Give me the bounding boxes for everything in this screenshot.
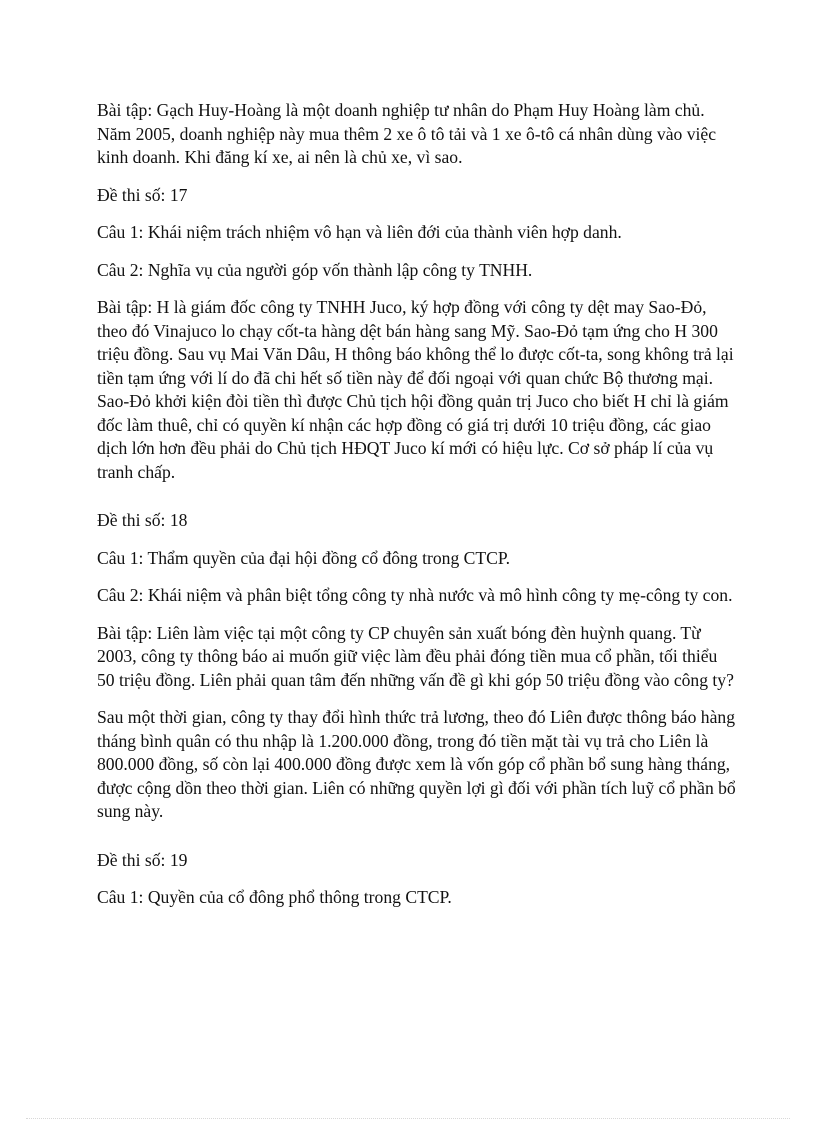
question-paragraph: Câu 1: Thẩm quyền của đại hội đồng cổ đông trong CTCP. <box>97 547 511 568</box>
exercise-paragraph: Bài tập: Liên làm việc tại một công ty CP chuyên sản xuất bóng đèn huỳnh quang. Từ 2003, công ty thông báo ai muốn giữ việc làm đều phải đóng tiền mua cổ phần, tối thiểu 50 triệu đồng. Liên phải quan tâm đến những vấn đề gì khi góp 50 triệu đồng vào công ty? <box>97 622 734 690</box>
question-paragraph: Câu 2: Khái niệm và phân biệt tổng công ty nhà nước và mô hình công ty mẹ-công ty con. <box>97 585 733 605</box>
exam-heading: Đề thi số: 17 <box>97 184 188 205</box>
exercise-paragraph: Sau một thời gian, công ty thay đổi hình thức trả lương, theo đó Liên được thông báo hàng tháng bình quân có thu nhập là 1.200.000 đồng, trong đó tiền mặt tài vụ trả cho Liên là 800.000 đồng, số còn lại 400.000 đồng được xem là vốn góp cổ phần bổ sung hàng tháng, được cộng dồn theo thời gian. Liên có những quyền lợi gì đối với phần tích luỹ cổ phần bổ sung này. <box>97 707 736 821</box>
exam-heading: Đề thi số: 18 <box>97 510 188 530</box>
exercise-paragraph: Bài tập: Gạch Huy-Hoàng là một doanh nghiệp tư nhân do Phạm Huy Hoàng làm chủ. Năm 2005, doanh nghiệp này mua thêm 2 xe ô tô tải và 1 xe ô-tô cá nhân dùng vào việc kinh doanh. Khi đăng kí xe, ai nên là chủ xe, vì sao. <box>97 100 717 167</box>
page-bottom-border <box>26 1118 790 1119</box>
question-paragraph: Câu 1: Khái niệm trách nhiệm vô hạn và liên đới của thành viên hợp danh. <box>97 222 622 242</box>
exam-heading: Đề thi số: 19 <box>97 849 188 870</box>
question-paragraph: Câu 1: Quyền của cổ đông phổ thông trong CTCP. <box>97 887 452 907</box>
exercise-paragraph: Bài tập: H là giám đốc công ty TNHH Juco, ký hợp đồng với công ty dệt may Sao-Đỏ, theo đó Vinajuco lo chạy cốt-ta hàng dệt bán hàng sang Mỹ. Sao-Đỏ tạm ứng cho H 300 triệu đồng. Sau vụ Mai Văn Dâu, H thông báo không thể lo được cốt-ta, song không trả lại tiền tạm ứng với lí do đã chi hết số tiền này để đối ngoại với quan chức Bộ thương mại. Sao-Đỏ khởi kiện đòi tiền thì được Chủ tịch hội đồng quản trị Juco cho biết H chỉ là giám đốc làm thuê, chỉ có quyền kí nhận các hợp đồng có giá trị dưới 10 triệu đồng, các giao dịch lớn hơn đều phải do Chủ tịch HĐQT Juco kí mới có hiệu lực. Cơ sở pháp lí của vụ tranh chấp. <box>97 297 734 482</box>
document-body <box>97 99 737 924</box>
question-paragraph: Câu 2: Nghĩa vụ của người góp vốn thành lập công ty TNHH. <box>97 259 533 280</box>
